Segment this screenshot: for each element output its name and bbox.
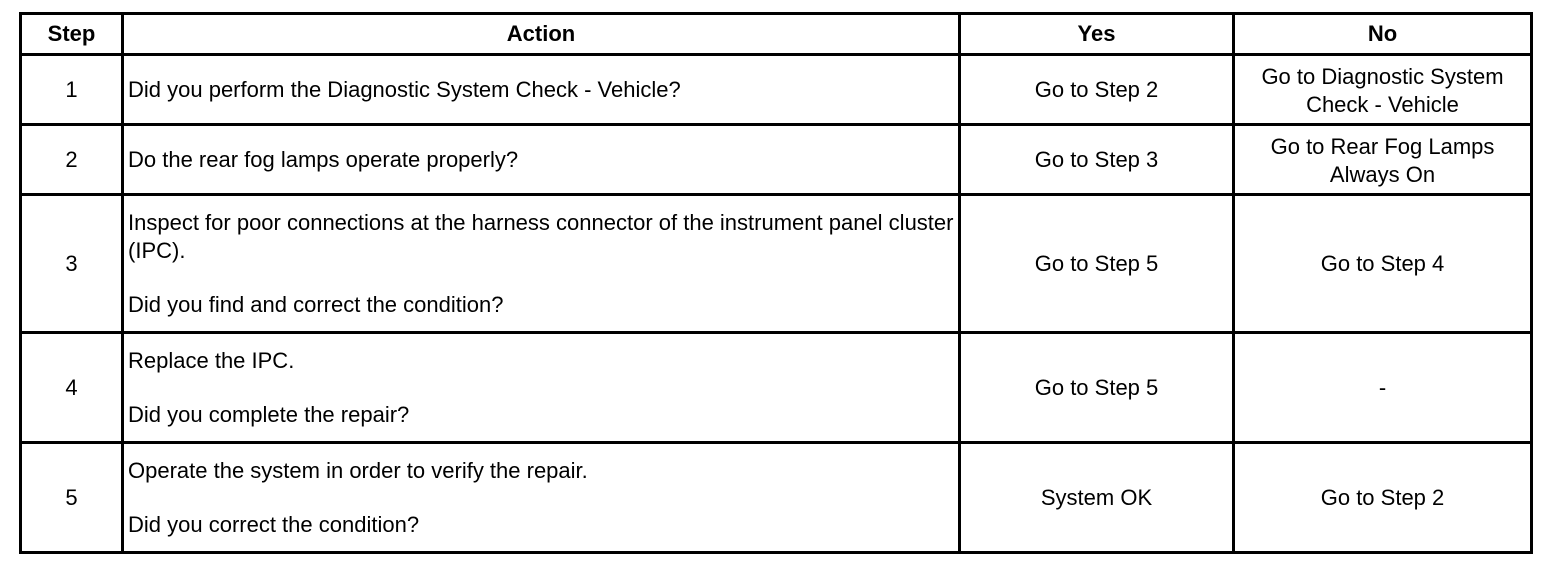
action-question: Did you complete the repair? [128, 401, 410, 427]
step-number: 3 [21, 195, 123, 333]
diagnostic-table [19, 12, 1533, 554]
action-cell [123, 333, 960, 443]
header-action: Action [123, 14, 960, 55]
action-cell [123, 443, 960, 553]
header-step: Step [21, 14, 123, 55]
header-no: No [1234, 14, 1532, 55]
yes-result: Go to Step 2 [960, 55, 1234, 125]
no-result: Go to Rear Fog Lamps Always On [1234, 125, 1532, 195]
action-cell [123, 55, 960, 125]
yes-result: System OK [960, 443, 1234, 553]
yes-result: Go to Step 5 [960, 333, 1234, 443]
step-number: 2 [21, 125, 123, 195]
action-question: Do the rear fog lamps operate properly? [128, 146, 519, 172]
yes-result: Go to Step 3 [960, 125, 1234, 195]
table-row [21, 443, 1532, 553]
table-row [21, 55, 1532, 125]
action-cell [123, 125, 960, 195]
no-result: Go to Diagnostic System Check - Vehicle [1234, 55, 1532, 125]
header-yes: Yes [960, 14, 1234, 55]
action-question: Did you find and correct the condition? [128, 291, 504, 317]
table-row [21, 333, 1532, 443]
table-row [21, 125, 1532, 195]
step-number: 5 [21, 443, 123, 553]
no-result: - [1234, 333, 1532, 443]
action-question: Did you correct the condition? [128, 511, 420, 537]
no-result: Go to Step 2 [1234, 443, 1532, 553]
header-row [21, 14, 1532, 55]
step-number: 4 [21, 333, 123, 443]
no-result: Go to Step 4 [1234, 195, 1532, 333]
yes-result: Go to Step 5 [960, 195, 1234, 333]
action-instruction: Inspect for poor connections at the harness connector of the instrument panel cluster (IPC). [128, 209, 954, 263]
step-number: 1 [21, 55, 123, 125]
action-instruction: Replace the IPC. [128, 347, 295, 373]
table-row [21, 195, 1532, 333]
action-cell [123, 195, 960, 333]
action-instruction: Operate the system in order to verify the repair. [128, 457, 588, 483]
action-question: Did you perform the Diagnostic System Check - Vehicle? [128, 76, 681, 102]
